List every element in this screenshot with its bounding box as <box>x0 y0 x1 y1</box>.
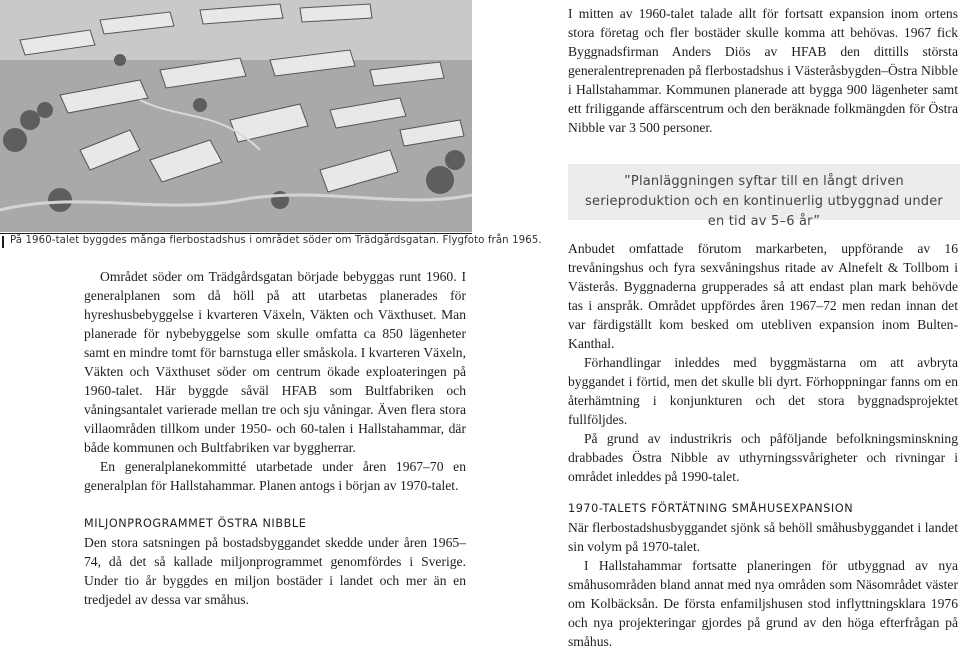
section-heading: MILJONPROGRAMMET ÖSTRA NIBBLE <box>84 517 307 530</box>
body-paragraph: I Hallstahammar fortsatte planeringen för utbyggnad av nya småhusområden bland annat med nya områden som Näsområdet väster om Kolbäcksån. De första enfamiljshusen stod inflyttningsklara 1976 och nya projekteringar gjordes på grund av den höga efterfrågan på småhus. <box>568 558 958 649</box>
body-paragraph: En generalplanekommitté utarbetade under åren 1967–70 en generalplan för Hallstahammar. Planen antogs i början av 1970-talet. <box>84 459 466 493</box>
caption-marker <box>2 236 4 248</box>
top-right-column <box>568 4 958 137</box>
body-paragraph: Anbudet omfattade förutom markarbeten, uppförande av 16 trevåningshus och fyra sexvåningshus ritade av Alnefelt & Tollbom i Västerås. Byggnaderna grupperades så att endast plan mark behövde tas i anspråk. Området uppfördes åren 1967–72 men redan innan det var färdigställt kom besked om utebliven expansion inom Bulten-Kanthal. <box>568 241 958 351</box>
body-paragraph: Förhandlingar inleddes med byggmästarna om att avbryta byggandet i förtid, men det skulle bli dyrt. Förhoppningar fanns om en återhämtning i konjunkturen och det stora byggnadsprojektet fullföljdes. <box>568 355 958 427</box>
section-heading: 1970-TALETS FÖRTÄTNING SMÅHUSEXPANSION <box>568 502 854 515</box>
body-paragraph: På grund av industrikris och påföljande befolkningsminskning drabbades Östra Nibble av uthyrningssvårigheter och rivningar i området inleddes på 1990-talet. <box>568 431 958 484</box>
photo-caption: På 1960-talet byggdes många flerbostadshus i området söder om Trädgårdsgatan. Flygfoto från 1965. <box>10 235 542 246</box>
aerial-photo <box>0 0 472 232</box>
pull-quote: ”Planläggningen syftar till en långt driven serieproduktion och en kontinuerlig utbyggnad under en tid av 5–6 år” <box>585 174 943 229</box>
left-column <box>84 267 466 609</box>
aerial-photo-illustration <box>0 0 472 232</box>
caption-divider <box>0 233 472 234</box>
right-column <box>568 239 958 651</box>
intro-paragraph: I mitten av 1960-talet talade allt för fortsatt expansion inom ortens stora företag och fler bostäder skulle komma att behövas. 1967 fick Byggnadsfirman Anders Diös av HFAB den dittills största generalentreprenaden på flerbostadshus i Västeråsbygden–Östra Nibble i Hallstahammar. Kommunen planerade att bygga 900 lägenheter samt ett friliggande affärscentrum och den beräknade folkmängden för Östra Nibble var 3 500 personer. <box>568 6 958 135</box>
body-paragraph: Området söder om Trädgårdsgatan började bebyggas runt 1960. I generalplanen som då höll på att utarbetas planerades för hyreshusbebyggelse i kvarteren Växeln, Väkten och Växthuset. Man planerade för nybebyggelse som skulle omfatta ca 850 lägenheter samt en mindre tomt för barnstuga eller småskola. I kvarteren Växeln, Väkten och Växthuset söder om centrum ökade exploateringen på 1960-talet. Här byggde såväl HFAB som Bultfabriken och våningsantalet varierade mellan tre och sju våningar. Även flera stora villaområden tillkom under 1950- och 60-talen i Hallstahammar, där både kommunen och Bultfabriken var byggherrar. <box>84 269 466 455</box>
body-paragraph: När flerbostadshusbyggandet sjönk så behöll småhusbyggandet i landet sin volym på 1970-talet. <box>568 520 958 554</box>
body-paragraph: Den stora satsningen på bostadsbyggandet skedde under åren 1965–74, då det så kallade miljonprogrammet genomfördes i Sverige. Under tio år byggdes en miljon bostäder i landet och mer än en tredjedel av dessa var småhus. <box>84 535 466 607</box>
